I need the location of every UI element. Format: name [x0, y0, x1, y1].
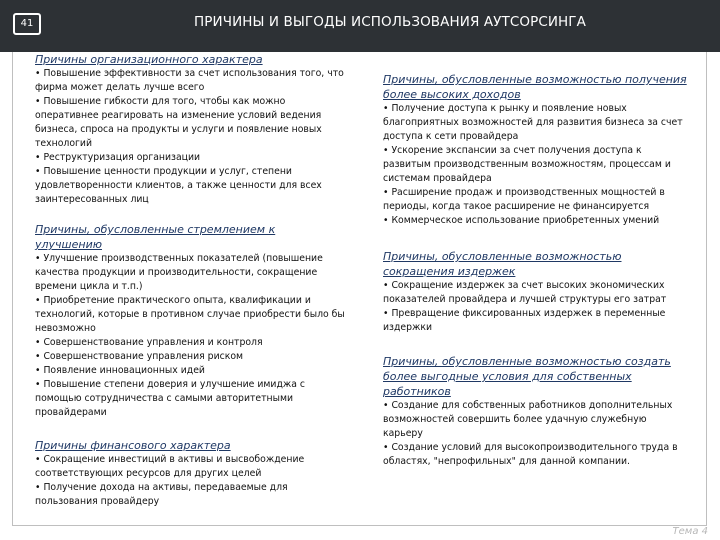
list-item: • Приобретение практического опыта, квалификации и технологий, которые в противном случае приобрести было бы невозможно	[35, 295, 345, 334]
list-item: • Превращение фиксированных издержек в переменные издержки	[383, 308, 666, 333]
list-item: • Появление инновационных идей	[35, 365, 205, 376]
list-item: • Сокращение издержек за счет высоких экономических показателей провайдера и лучшей структуры его затрат	[383, 280, 667, 305]
section-heading: Причины, обусловленные возможностью получения более высоких доходов	[383, 73, 687, 101]
section-heading: Причины, обусловленные стремлением к улучшению	[35, 223, 276, 251]
slide-header	[0, 0, 720, 52]
section-organizational	[35, 52, 345, 207]
list-item: • Сокращение инвестиций в активы и высвобождение соответствующих ресурсов для других целей	[35, 454, 305, 479]
list-item: • Улучшение производственных показателей (повышение качества продукции и производительности, сокращение времени цикла и т.п.)	[35, 253, 323, 292]
list-item: • Совершенствование управления и контроля	[35, 337, 263, 348]
list-item: • Реструктуризация организации	[35, 152, 201, 163]
list-item: • Ускорение экспансии за счет получения доступа к развитым производственным возможностям, процессам и системам провайдера	[383, 145, 671, 184]
page-title: ПРИЧИНЫ И ВЫГОДЫ ИСПОЛЬЗОВАНИЯ АУТСОРСИНГА	[194, 14, 586, 30]
list-item: • Повышение гибкости для того, чтобы как можно оперативнее реагировать на изменение условий ведения бизнеса, спроса на продукты и услуги и появление новых технологий	[35, 96, 322, 149]
list-item: • Коммерческое использование приобретенных умений	[383, 215, 660, 226]
section-heading: Причины, обусловленные возможностью сокращения издержек	[383, 250, 622, 278]
list-item: • Совершенствование управления риском	[35, 351, 244, 362]
list-item: • Расширение продаж и производственных мощностей в периоды, когда такое расширение не финансируется	[383, 187, 665, 212]
list-item: • Создание для собственных работников дополнительных возможностей совершить более удачную служебную карьеру	[383, 400, 673, 439]
section-heading: Причины организационного характера	[35, 53, 263, 66]
section-financial	[35, 438, 345, 509]
section-heading: Причины финансового характера	[35, 439, 231, 452]
section-cost-reduction	[383, 249, 688, 335]
list-item: • Повышение степени доверия и улучшение имиджа с помощью сотрудничества с самыми авторитетными провайдерами	[35, 379, 306, 418]
slide-number: 41	[13, 13, 41, 35]
footer-topic-label: Тема 4	[672, 526, 708, 537]
section-employees	[383, 354, 688, 469]
list-item: • Создание условий для высокопроизводительного труда в областях, "непрофильных" для данной компании.	[383, 442, 678, 467]
section-revenue	[383, 72, 688, 228]
section-improvement	[35, 222, 345, 420]
list-item: • Повышение ценности продукции и услуг, степени удовлетворенности клиентов, а также ценности для всех заинтересованных лиц	[35, 166, 322, 205]
list-item: • Получение дохода на активы, передаваемые для пользования провайдеру	[35, 482, 288, 507]
section-heading: Причины, обусловленные возможностью создать более выгодные условия для собственных работников	[383, 355, 671, 398]
list-item: • Получение доступа к рынку и появление новых благоприятных возможностей для развития бизнеса за счет доступа к сети провайдера	[383, 103, 683, 142]
list-item: • Повышение эффективности за счет использования того, что фирма может делать лучше всего	[35, 68, 344, 93]
content-frame	[12, 52, 707, 526]
